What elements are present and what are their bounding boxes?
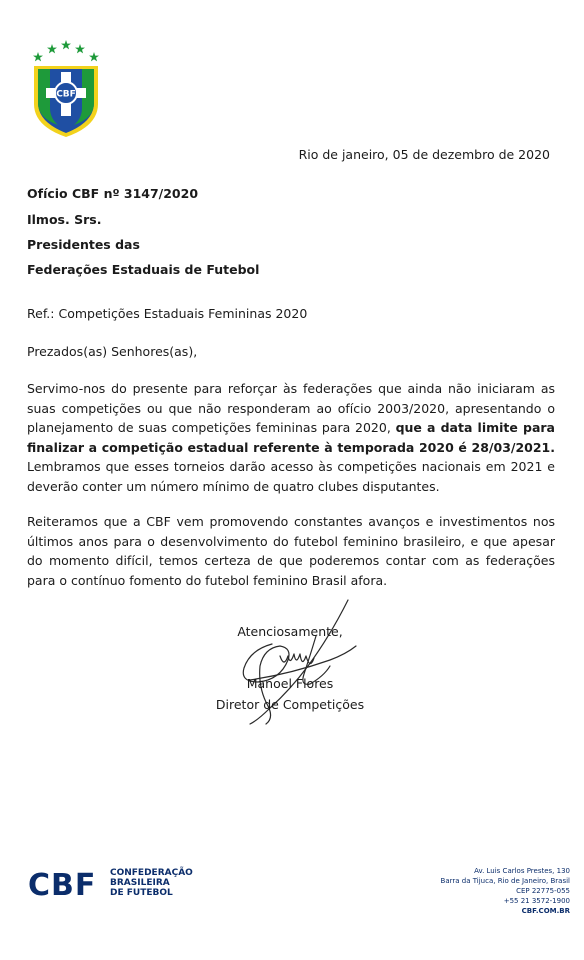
paragraph-1-deadline: que a data limite para finalizar a competição estadual referente à temporada 2020 é 28/03/2021. <box>27 420 555 455</box>
office-number: Ofício CBF nº 3147/2020 <box>27 186 199 201</box>
recipient-line-2: Federações Estaduais de Futebol <box>27 262 260 277</box>
cbf-crest-logo <box>28 38 104 138</box>
footer-cbf-logo: CBF <box>28 868 97 903</box>
paragraph-1-text-b: Lembramos que esses torneios darão acesso às competições nacionais em 2021 e deverão conter um número mínimo de quatro clubes disputantes. <box>27 459 555 494</box>
org-name-line-3: DE FUTEBOL <box>110 888 173 898</box>
closing: Atenciosamente, <box>237 624 343 639</box>
recipient-line-1: Presidentes das <box>27 237 140 252</box>
address-line-1: Av. Luis Carlos Prestes, 130 <box>474 867 570 875</box>
signer-name: Manoel Flores <box>246 676 334 691</box>
greeting: Prezados(as) Senhores(as), <box>27 344 198 359</box>
footer-address <box>441 866 570 916</box>
letter-date: Rio de janeiro, 05 de dezembro de 2020 <box>298 147 550 162</box>
address-line-2: Barra da Tijuca, Rio de Janeiro, Brasil <box>440 877 570 885</box>
phone: +55 21 3572-1900 <box>503 897 570 905</box>
org-name-line-2: BRASILEIRA <box>110 878 170 888</box>
paragraph-1-text-a: Servimo-nos do presente para reforçar às federações que ainda não iniciaram as suas competições ou que não responderam ao ofício 2003/2020, apresentando o planejamento de suas competições femininas para 2020, <box>27 381 555 435</box>
address-line-3: CEP 22775-055 <box>516 887 570 895</box>
org-name-line-1: CONFEDERAÇÃO <box>110 868 193 878</box>
body-paragraph-1 <box>27 379 555 496</box>
footer-org-name <box>110 868 193 898</box>
body-paragraph-2: Reiteramos que a CBF vem promovendo constantes avanços e investimentos nos últimos anos para o desenvolvimento do futebol feminino brasileiro, e que apesar do momento difícil, temos certeza de que poderemos contar com as federações para o contínuo fomento do futebol feminino Brasil afora. <box>27 514 555 588</box>
salutation-title: Ilmos. Srs. <box>27 212 102 227</box>
reference-line: Ref.: Competições Estaduais Femininas 2020 <box>27 306 308 321</box>
website: CBF.COM.BR <box>521 907 570 915</box>
signer-title: Diretor de Competições <box>215 697 365 712</box>
crest-label: CBF <box>56 89 76 100</box>
